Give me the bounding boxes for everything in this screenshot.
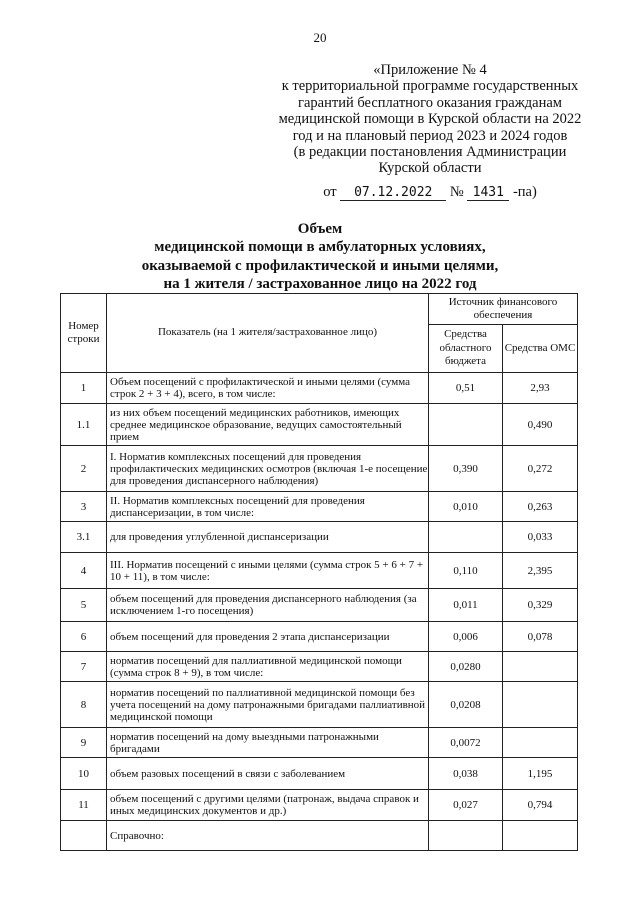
row-oms-value: 0,033: [503, 522, 578, 553]
row-oms-value: 2,395: [503, 553, 578, 589]
decree-date: 07.12.2022: [340, 186, 446, 201]
row-indicator: объем посещений для проведения 2 этапа диспансеризации: [107, 622, 429, 652]
row-oms-value: 0,272: [503, 446, 578, 492]
header-row-number: Номер строки: [61, 294, 107, 373]
row-budget-value: 0,0072: [429, 728, 503, 758]
header-oms: Средства ОМС: [503, 325, 578, 373]
appendix-line: медицинской помощи в Курской области на 2022: [278, 111, 582, 128]
table-row: [61, 553, 578, 589]
row-budget-value: 0,006: [429, 622, 503, 652]
row-indicator: Справочно:: [107, 821, 429, 851]
decree-line: [262, 184, 598, 201]
document-title: [0, 220, 640, 293]
header-indicator: Показатель (на 1 жителя/застрахованное лицо): [107, 294, 429, 373]
appendix-line: «Приложение № 4: [373, 62, 487, 78]
header-regional-budget: Средства областного бюджета: [429, 325, 503, 373]
appendix-line: год и на плановый период 2023 и 2024 годов: [292, 127, 568, 144]
row-budget-value: 0,038: [429, 758, 503, 790]
table-row: [61, 652, 578, 682]
page-number: 20: [313, 30, 327, 45]
row-oms-value: 0,329: [503, 589, 578, 622]
table-row: [61, 728, 578, 758]
row-budget-value: 0,027: [429, 790, 503, 821]
title-line: оказываемой с профилактической и иными целями,: [141, 257, 499, 274]
row-number: 3.1: [61, 522, 107, 553]
row-indicator: III. Норматив посещений с иными целями (сумма строк 5 + 6 + 7 + 10 + 11), в том числе:: [107, 553, 429, 589]
row-number: [61, 821, 107, 851]
row-budget-value: 0,110: [429, 553, 503, 589]
row-oms-value: 2,93: [503, 373, 578, 404]
table-row: [61, 492, 578, 522]
table-row: [61, 790, 578, 821]
row-budget-value: 0,011: [429, 589, 503, 622]
row-indicator: для проведения углубленной диспансеризации: [107, 522, 429, 553]
row-oms-value: [503, 728, 578, 758]
row-budget-value: 0,390: [429, 446, 503, 492]
row-number: 7: [61, 652, 107, 682]
row-number: 1.1: [61, 404, 107, 446]
appendix-line: гарантий бесплатного оказания гражданам: [298, 94, 562, 111]
row-number: 3: [61, 492, 107, 522]
title-line: медицинской помощи в амбулаторных условиях,: [154, 239, 486, 256]
row-number: 1: [61, 373, 107, 404]
appendix-line: к территориальной программе государственных: [281, 78, 579, 95]
header-funding-source: Источник финансового обеспечения: [429, 294, 578, 325]
table-row: [61, 404, 578, 446]
row-indicator: Объем посещений с профилактической и иными целями (сумма строк 2 + 3 + 4), всего, в том числе:: [107, 373, 429, 404]
from-label: от: [323, 183, 337, 200]
row-budget-value: 0,010: [429, 492, 503, 522]
row-budget-value: [429, 821, 503, 851]
row-indicator: из них объем посещений медицинских работников, имеющих среднее медицинское образование, ведущих самостоятельный прием: [107, 404, 429, 446]
row-number: 8: [61, 682, 107, 728]
decree-suffix: -па): [512, 183, 537, 200]
row-budget-value: 0,51: [429, 373, 503, 404]
row-number: 10: [61, 758, 107, 790]
row-indicator: объем посещений для проведения диспансерного наблюдения (за исключением 1-го посещения): [107, 589, 429, 622]
row-budget-value: 0,0208: [429, 682, 503, 728]
title-line: Объем: [297, 221, 343, 237]
row-oms-value: 0,263: [503, 492, 578, 522]
row-oms-value: 1,195: [503, 758, 578, 790]
volume-table: [60, 293, 578, 851]
row-number: 6: [61, 622, 107, 652]
table-row: [61, 682, 578, 728]
row-indicator: II. Норматив комплексных посещений для проведения диспансеризации, в том числе:: [107, 492, 429, 522]
row-oms-value: 0,490: [503, 404, 578, 446]
row-number: 2: [61, 446, 107, 492]
row-number: 11: [61, 790, 107, 821]
row-indicator: норматив посещений по паллиативной медицинской помощи без учета посещений на дому патронажными бригадами паллиативной медицинской помощи: [107, 682, 429, 728]
row-budget-value: [429, 404, 503, 446]
row-number: 4: [61, 553, 107, 589]
row-oms-value: [503, 821, 578, 851]
table-row: [61, 622, 578, 652]
row-oms-value: 0,794: [503, 790, 578, 821]
row-indicator: норматив посещений для паллиативной медицинской помощи (сумма строк 8 + 9), в том числе:: [107, 652, 429, 682]
title-line: на 1 жителя / застрахованное лицо на 2022 год: [163, 275, 477, 292]
row-indicator: норматив посещений на дому выездными патронажными бригадами: [107, 728, 429, 758]
appendix-line: (в редакции постановления Администрации: [293, 144, 567, 161]
table-row: [61, 373, 578, 404]
table-row: [61, 821, 578, 851]
appendix-block: [262, 62, 598, 201]
row-number: 9: [61, 728, 107, 758]
row-oms-value: [503, 652, 578, 682]
row-indicator: объем посещений с другими целями (патронаж, выдача справок и иных медицинских документов и др.): [107, 790, 429, 821]
table-row: [61, 446, 578, 492]
table-row: [61, 758, 578, 790]
appendix-line: Курской области: [378, 160, 482, 177]
table-row: [61, 522, 578, 553]
row-budget-value: 0,0280: [429, 652, 503, 682]
row-oms-value: [503, 682, 578, 728]
decree-number: 1431: [467, 186, 509, 201]
table-row: [61, 589, 578, 622]
row-oms-value: 0,078: [503, 622, 578, 652]
number-label: №: [449, 183, 464, 200]
row-number: 5: [61, 589, 107, 622]
row-indicator: объем разовых посещений в связи с заболеванием: [107, 758, 429, 790]
row-budget-value: [429, 522, 503, 553]
row-indicator: I. Норматив комплексных посещений для проведения профилактических медицинских осмотров (включая 1-е посещение для проведения диспансерного наблюдения): [107, 446, 429, 492]
